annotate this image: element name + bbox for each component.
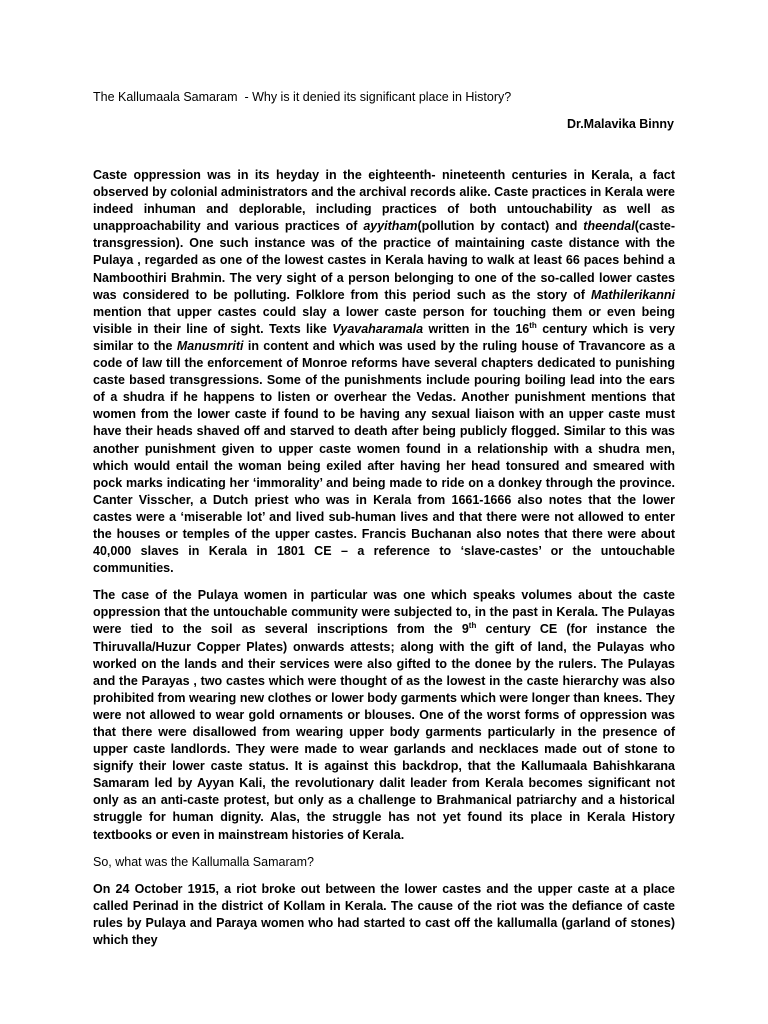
italic-term: Mathilerikanni [590, 287, 675, 302]
text-run: (pollution by contact) and [417, 219, 584, 234]
ordinal-suffix: th [468, 621, 477, 631]
ordinal-suffix: th [529, 320, 537, 330]
document-body [93, 167, 675, 959]
author-name: Dr.Malavika Binny [567, 117, 674, 131]
text-run: mention that upper castes could slay a lower caste person for touching them or even being visible in their line of sight. Texts like [93, 304, 675, 336]
text-run: The case of the Pulaya women in particular was one which speaks volumes about the caste oppression that the untouchable community were subjected to, in the past in Kerala. The Pulayas were tied to the soil as several inscriptions from the 9 [93, 588, 675, 637]
italic-term: theendal [583, 219, 635, 234]
text-run: (caste-transgression). One such instance was of the practice of maintaining caste distance with the Pulaya , regarded as one of the lowest castes in Kerala having to walk at least 66 paces behind a Namboothiri Brahmin. The very sight of a person belonging to one of the so-called lower castes was considered to be polluting. Folklore from this period such as the story of [93, 219, 675, 302]
text-run: Caste oppression was in its heyday in the eighteenth- nineteenth centuries in Kerala, a fact observed by colonial administrators and the archival records alike. Caste practices in Kerala were indeed inhuman and deplorable, including practices of both untouchability as well as unapproachability and various practices of [93, 168, 675, 234]
body-paragraph [93, 167, 675, 577]
italic-term: Manusmriti [176, 338, 244, 353]
text-run: century which is very similar to the [93, 321, 675, 353]
document-title: The Kallumaala Samaram - Why is it denied its significant place in History? [93, 90, 512, 104]
italic-term: ayyitham [363, 219, 418, 234]
body-paragraph [93, 587, 675, 843]
section-question: So, what was the Kallumalla Samaram? [93, 854, 314, 869]
text-run: century CE (for instance the Thiruvalla/Huzur Copper Plates) onwards attests; along with the gift of land, the Pulayas who worked on the lands and their services were also gifted to the donee by the rulers. The Pulayas and the Parayas , two castes which were thought of as the lowest in the caste hierarchy was also prohibited from wearing new clothes or lower body garments which were longer than knees. They were not allowed to wear gold ornaments or blouses. One of the worst forms of oppression was that there were disallowed from wearing upper body garments particularly in the presence of upper caste landlords. They were made to wear garlands and necklaces made out of stone to signify their lower caste status. It is against this backdrop, that the Kallumaala Bahishkarana Samaram led by Ayyan Kali, the revolutionary dalit leader from Kerala becomes significant not only as an anti-caste protest, but only as a challenge to Brahmanical patriarchy and a historical struggle for human dignity. Alas, the struggle has not yet found its place in Kerala History textbooks or even in mainstream histories of Kerala. [93, 622, 675, 842]
italic-term: Vyavaharamala [332, 321, 424, 336]
text-run: written in the 16 [423, 321, 530, 336]
text-run: in content and which was used by the ruling house of Travancore as a code of law till the enforcement of Monroe reforms have several chapters dedicated to punishing caste based transgressions. Some of the punishments include pouring boiling lead into the ears of a shudra if he happens to listen or overhear the Vedas. Another punishment mentions that women from the lower caste if found to be having any sexual liaison with an upper caste must have their heads shaved off and starved to death after being publicly flogged. Similar to this was another punishment given to upper caste women found in a relationship with a shudra men, which would entail the woman being exiled after having her head tonsured and smeared with pock marks indicating her ‘immorality’ and being made to ride on a donkey through the province. Canter Visscher, a Dutch priest who was in Kerala from 1661-1666 also notes that the lower castes were a ‘miserable lot’ and lived sub-human lives and that there were not allowed to enter the houses or temples of the upper castes. Francis Buchanan also notes that there were about 40,000 slaves in Kerala in 1801 CE – a reference to ‘slave-castes’ or the untouchable communities. [93, 338, 675, 576]
body-paragraph-final: On 24 October 1915, a riot broke out between the lower castes and the upper caste at a place called Perinad in the district of Kollam in Kerala. The cause of the riot was the defiance of caste rules by Pulaya and Paraya women who had started to cast off the kallumalla (garland of stones) which they [93, 881, 675, 948]
